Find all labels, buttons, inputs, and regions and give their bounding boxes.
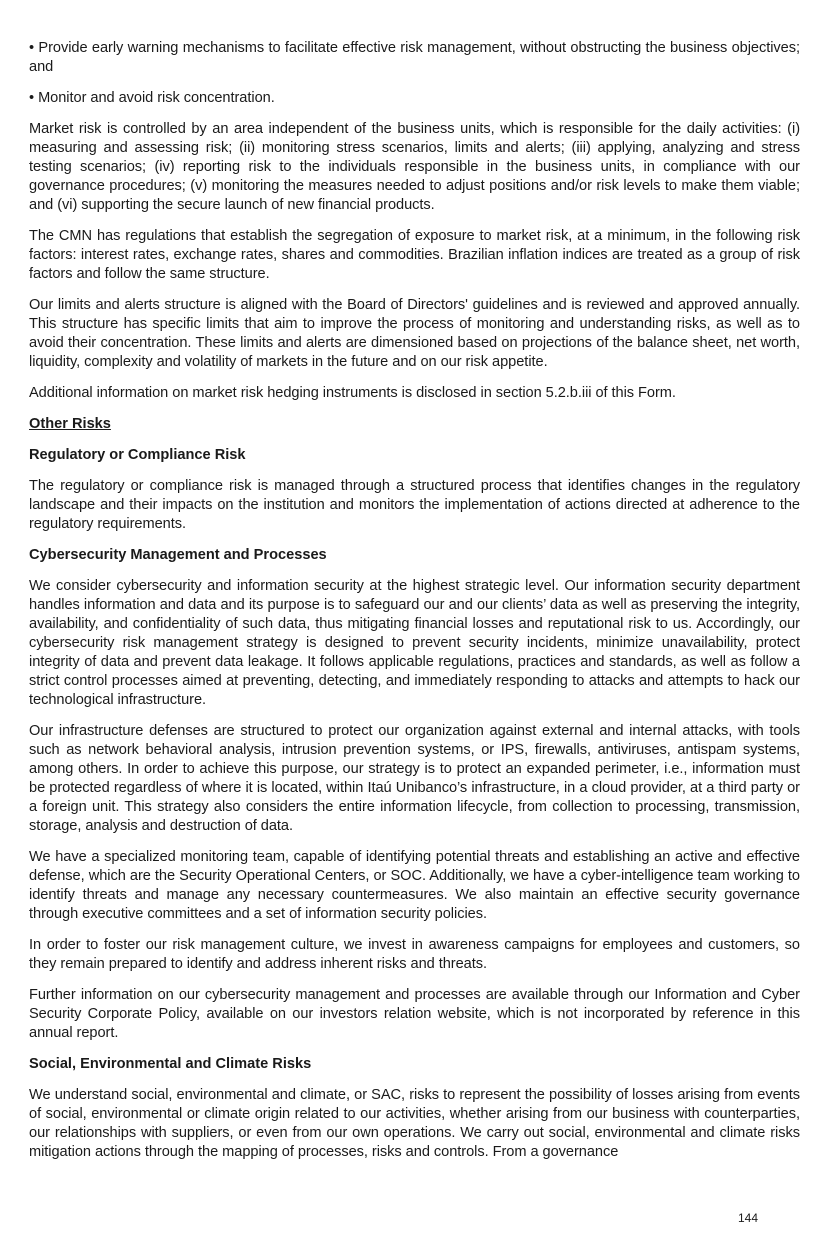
- paragraph-market-risk-control: Market risk is controlled by an area independent of the business units, which is responsible for the daily activities: (i) measuring and assessing risk; (ii) monitoring stress scenarios, limits and alerts; (iii) applying, analyzing and stress testing scenarios; (iv) reporting risk to the individuals responsible in the business units, in compliance with our governance procedures; (v) monitoring the measures needed to adjust positions and/or risk levels to make them viable; and (vi) supporting the secure launch of new financial products.: [29, 121, 800, 213]
- paragraph-cmn-regulations: The CMN has regulations that establish the segregation of exposure to market risk, at a minimum, in the following risk factors: interest rates, exchange rates, shares and commodities. Brazilian inflation indices are treated as a group of risk factors and follow the same structure.: [29, 228, 800, 282]
- bullet-early-warning: • Provide early warning mechanisms to facilitate effective risk management, without obstructing the business objectives; and: [29, 40, 800, 75]
- paragraph-regulatory-compliance: The regulatory or compliance risk is managed through a structured process that identifies changes in the regulatory landscape and their impacts on the institution and monitors the implementation of actions directed at adherence to the regulatory requirements.: [29, 478, 800, 532]
- paragraph-further-information: Further information on our cybersecurity management and processes are available through our Information and Cyber Security Corporate Policy, available on our investors relation website, which is not incorporated by reference in this annual report.: [29, 987, 800, 1041]
- page-number: 144: [738, 1211, 759, 1225]
- paragraph-sac-risks: We understand social, environmental and climate, or SAC, risks to represent the possibility of losses arising from events of social, environmental or climate origin related to our activities, whether arising from our business with counterparties, our relationships with suppliers, or even from our own operations. We carry out social, environmental and climate risks mitigation actions through the mapping of processes, risks and controls. From a governance: [29, 1087, 800, 1160]
- paragraph-cybersecurity-strategy: We consider cybersecurity and information security at the highest strategic level. Our information security department handles information and data and its purpose is to safeguard our and our clients’ data as well as preserving the integrity, availability, and confidentiality of such data, thus mitigating financial losses and reputational risk to us. Accordingly, our cybersecurity risk management strategy is designed to prevent security incidents, minimize unavailability, protect integrity of data and prevent data leakage. It follows applicable regulations, practices and standards, as well as follow a strict control processes aimed at preventing, detecting, and immediately responding to attacks and attempts to hack our technological infrastructure.: [29, 578, 800, 708]
- bullet-risk-concentration: • Monitor and avoid risk concentration.: [29, 90, 275, 106]
- paragraph-awareness-campaigns: In order to foster our risk management culture, we invest in awareness campaigns for employees and customers, so they remain prepared to identify and address inherent risks and threats.: [29, 937, 800, 972]
- heading-other-risks: Other Risks: [29, 416, 111, 432]
- paragraph-hedging-instruments: Additional information on market risk hedging instruments is disclosed in section 5.2.b.iii of this Form.: [29, 385, 676, 401]
- heading-regulatory-compliance-risk: Regulatory or Compliance Risk: [29, 447, 246, 463]
- heading-sac-risks: Social, Environmental and Climate Risks: [29, 1056, 312, 1072]
- document-page: [29, 39, 800, 1174]
- paragraph-infrastructure-defenses: Our infrastructure defenses are structured to protect our organization against external and internal attacks, with tools such as network behavioral analysis, intrusion prevention systems, or IPS, firewalls, antiviruses, antispam systems, among others. In order to achieve this purpose, our strategy is to protect an expanded perimeter, i.e., information must be protected regardless of where it is located, within Itaú Unibanco’s infrastructure, in a cloud provider, at a third party or a foreign unit. This strategy also considers the entire information lifecycle, from collection to processing, transmission, storage, analysis and destruction of data.: [29, 723, 800, 834]
- heading-cybersecurity: Cybersecurity Management and Processes: [29, 547, 327, 563]
- paragraph-monitoring-team: We have a specialized monitoring team, capable of identifying potential threats and establishing an active and effective defense, which are the Security Operational Centers, or SOC. Additionally, we have a cyber-intelligence team working to identify threats and manage any necessary countermeasures. We also maintain an effective security governance through executive committees and a set of information security policies.: [29, 849, 800, 922]
- paragraph-limits-alerts: Our limits and alerts structure is aligned with the Board of Directors' guidelines and is reviewed and approved annually. This structure has specific limits that aim to improve the process of monitoring and understanding risks, as well as to avoid their concentration. These limits and alerts are dimensioned based on projections of the balance sheet, net worth, liquidity, complexity and volatility of markets in the future and on our risk appetite.: [29, 297, 800, 370]
